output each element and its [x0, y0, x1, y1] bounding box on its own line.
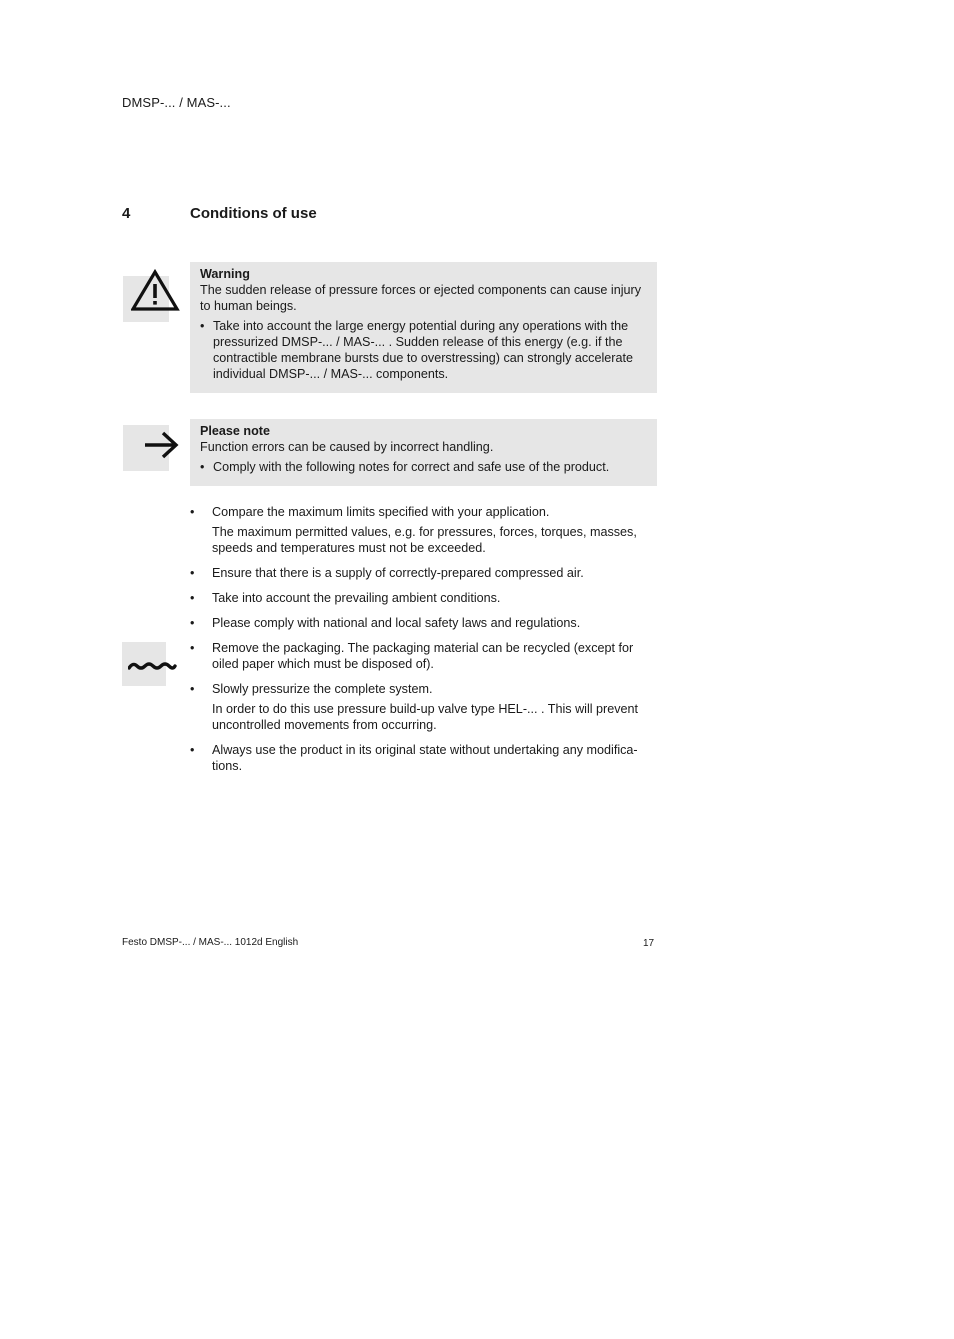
bullet: • — [190, 505, 195, 519]
warning-bullet: • Take into account the large energy potential during any operations with the pressurized DMSP-... / MAS-... . Sudden release of this energy (e.g. if the contractible membrane bursts due to overstressing) can strongly accelerate individual DMSP-... / MAS-... components. — [200, 318, 647, 382]
list-item — [190, 504, 660, 556]
arrow-right-icon — [123, 425, 169, 471]
list-item-detail: In order to do this use pressure build-up valve type HEL-... . This will prevent uncontrolled movements from occurring. — [212, 702, 639, 732]
warning-triangle-icon — [123, 276, 169, 322]
list-item-text: Remove the packaging. The packaging material can be recycled (except for oiled paper which must be disposed of). — [212, 641, 634, 671]
warning-notice — [190, 262, 657, 393]
note-heading: Please note — [200, 424, 270, 438]
bullet: • — [190, 566, 195, 580]
note-text: Function errors can be caused by incorrect handling. — [200, 440, 494, 454]
section-number: 4 — [122, 205, 131, 222]
note-bullet: • Comply with the following notes for correct and safe use of the product. — [200, 459, 647, 475]
list-item — [190, 565, 660, 581]
bullet: • — [190, 616, 195, 630]
list-item-text: Ensure that there is a supply of correctly-prepared compressed air. — [212, 566, 584, 580]
list-item — [190, 640, 660, 672]
instructions-list — [190, 504, 660, 783]
bullet: • — [190, 682, 195, 696]
please-note-notice — [190, 419, 657, 486]
environment-wave-icon — [122, 642, 166, 686]
running-header: DMSP-... / MAS-... — [122, 95, 231, 110]
list-item-text: Slowly pressurize the complete system. — [212, 682, 433, 696]
list-item-text: Always use the product in its original state without undertaking any modifica-tions. — [212, 743, 638, 773]
list-item-detail: The maximum permitted values, e.g. for pressures, forces, torques, masses, speeds and temperatures must not be exceeded. — [212, 525, 637, 555]
footer-document-id: Festo DMSP-... / MAS-... 1012d English — [122, 937, 299, 948]
page-number: 17 — [643, 938, 655, 949]
warning-text: The sudden release of pressure forces or ejected components can cause injury to human beings. — [200, 283, 642, 313]
list-item — [190, 742, 660, 774]
list-item-text: Take into account the prevailing ambient conditions. — [212, 591, 501, 605]
warning-heading: Warning — [200, 267, 250, 281]
bullet: • — [190, 641, 195, 655]
list-item-text: Please comply with national and local safety laws and regulations. — [212, 616, 581, 630]
section-title: Conditions of use — [190, 205, 317, 222]
list-item — [190, 615, 660, 631]
bullet: • — [190, 743, 195, 757]
list-item — [190, 590, 660, 606]
list-item-text: Compare the maximum limits specified with your application. — [212, 505, 550, 519]
bullet: • — [190, 591, 195, 605]
list-item — [190, 681, 660, 733]
